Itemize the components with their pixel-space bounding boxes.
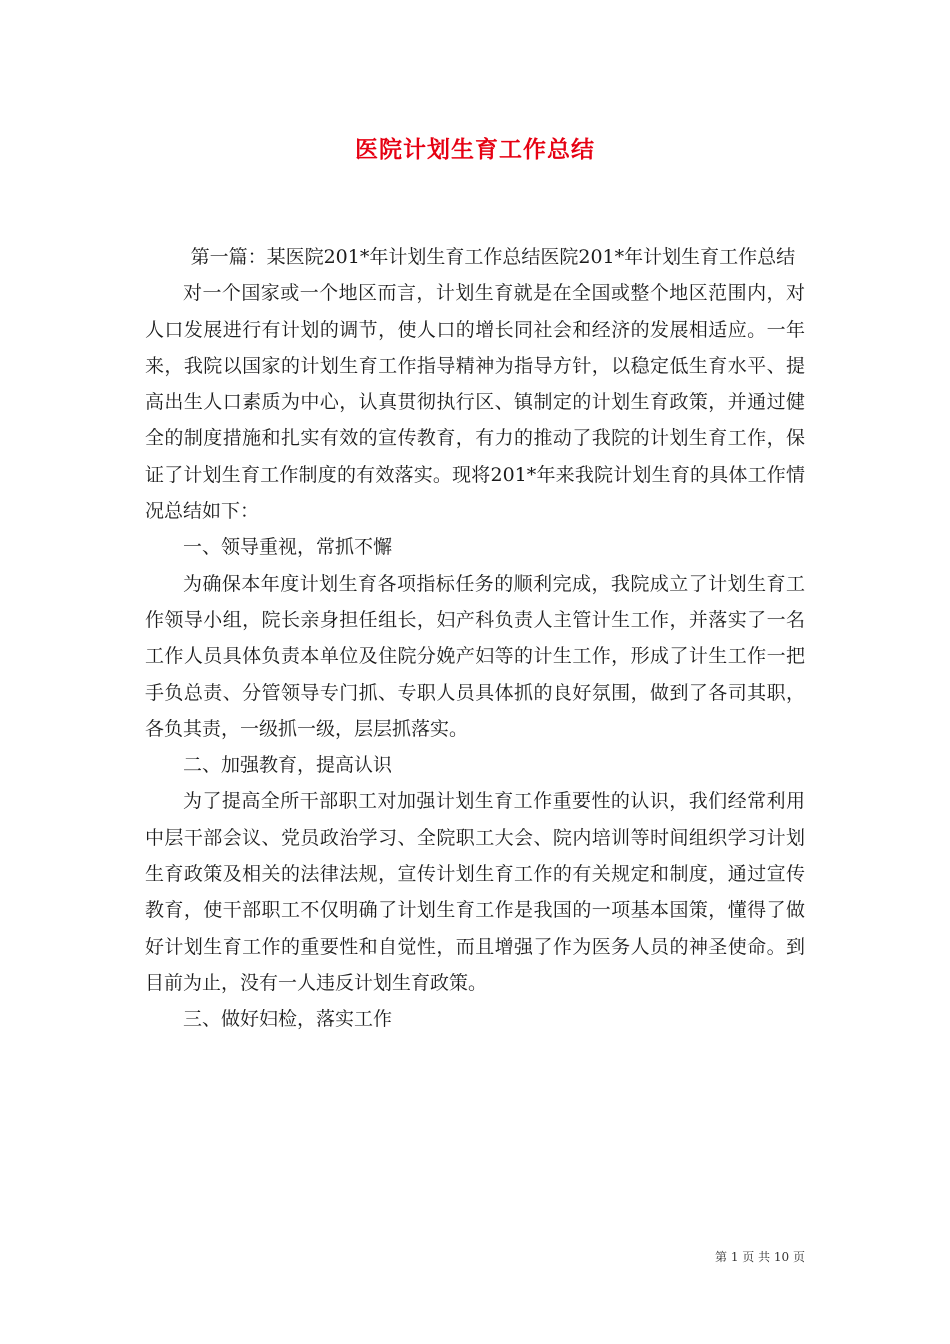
document-body [145,239,805,1038]
paragraph-overview: 对一个国家或一个地区而言，计划生育就是在全国或整个地区范围内，对人口发展进行有计划的调节，使人口的增长同社会和经济的发展相适应。一年来，我院以国家的计划生育工作指导精神为指导方针，以稳定低生育水平、提高出生人口素质为中心，认真贯彻执行区、镇制定的计划生育政策，并通过健全的制度措施和扎实有效的宣传教育，有力的推动了我院的计划生育工作，保证了计划生育工作制度的有效落实。现将201*年来我院计划生育的具体工作情况总结如下： [145,282,805,523]
page-title: 医院计划生育工作总结 [355,136,595,163]
paragraph-section-1: 为确保本年度计划生育各项指标任务的顺利完成，我院成立了计划生育工作领导小组，院长亲身担任组长，妇产科负责人主管计生工作，并落实了一名工作人员具体负责本单位及住院分娩产妇等的计生工作，形成了计生工作一把手负总责、分管领导专门抓、专职人员具体抓的良好氛围，做到了各司其职，各负其责，一级抓一级，层层抓落实。 [145,572,805,740]
page-number-footer: 第 1 页 共 10 页 [715,1250,805,1264]
section-heading-1: 一、领导重视，常抓不懈 [183,536,393,559]
paragraph-section-2: 为了提高全所干部职工对加强计划生育工作重要性的认识，我们经常利用中层干部会议、党员政治学习、全院职工大会、院内培训等时间组织学习计划生育政策及相关的法律法规，宣传计划生育工作的有关规定和制度，通过宣传教育，使干部职工不仅明确了计划生育工作是我国的一项基本国策，懂得了做好计划生育工作的重要性和自觉性，而且增强了作为医务人员的神圣使命。到目前为止，没有一人违反计划生育政策。 [145,790,805,994]
section-heading-2: 二、加强教育，提高认识 [183,754,393,777]
section-heading-3: 三、做好妇检，落实工作 [183,1008,393,1031]
paragraph-intro: 第一篇：某医院201*年计划生育工作总结医院201*年计划生育工作总结 [190,246,796,268]
